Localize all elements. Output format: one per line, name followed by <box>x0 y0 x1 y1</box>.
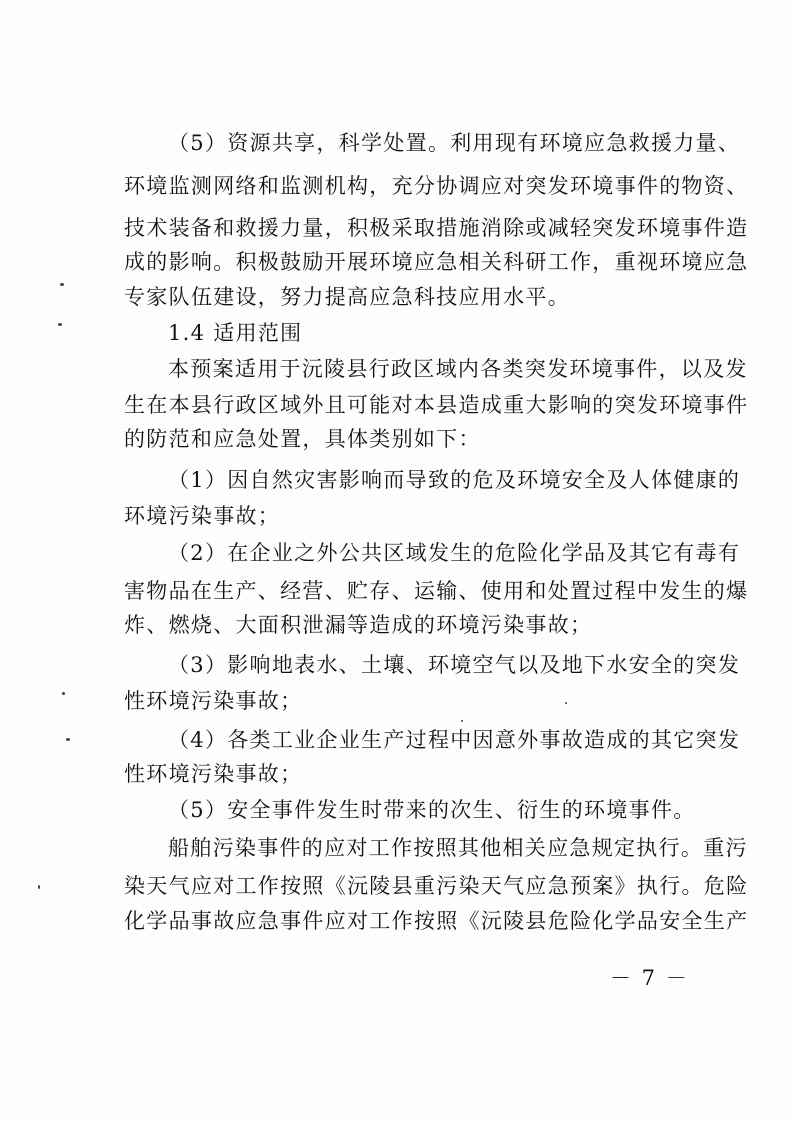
body-text-line: 炸、燃烧、大面积泄漏等造成的环境污染事故； <box>124 613 593 637</box>
body-text-line: 化学品事故应急事件应对工作按照《沅陵县危险化学品安全生产 <box>124 909 749 933</box>
body-text-line: （2）在企业之外公共区域发生的危险化学品及其它有毒有 <box>168 541 741 565</box>
page-number: － 7 － <box>610 966 689 990</box>
body-text-line: 环境污染事故； <box>124 504 281 528</box>
body-text-line: 害物品在生产、经营、贮存、运输、使用和处置过程中发生的爆 <box>124 579 749 603</box>
body-text-line: 染天气应对工作按照《沅陵县重污染天气应急预案》执行。危险 <box>124 874 749 898</box>
body-text-line: 技术装备和救援力量，积极采取措施消除或减轻突发环境事件造 <box>124 216 749 240</box>
body-text-line: 环境监测网络和监测机构，充分协调应对突发环境事件的物资、 <box>124 174 749 198</box>
scan-speck <box>58 323 62 326</box>
body-text-line: 本预案适用于沅陵县行政区域内各类突发环境事件，以及发 <box>168 357 748 381</box>
section-heading: 1.4 适用范围 <box>168 321 303 345</box>
body-text-line: 性环境污染事故； <box>124 762 303 786</box>
scan-speck <box>461 720 463 722</box>
scan-speck <box>60 283 64 286</box>
scan-speck <box>38 885 40 889</box>
body-text-line: 生在本县行政区域外且可能对本县造成重大影响的突发环境事件 <box>124 393 749 417</box>
scan-speck <box>62 692 65 695</box>
body-text-line: （4）各类工业企业生产过程中因意外事故造成的其它突发 <box>168 728 741 752</box>
scan-speck <box>66 738 70 741</box>
body-text-line: （5）资源共享，科学处置。利用现有环境应急救援力量、 <box>168 131 741 155</box>
body-text-line: 性环境污染事故； <box>124 689 303 713</box>
scan-speck <box>565 702 567 704</box>
body-text-line: （3）影响地表水、土壤、环境空气以及地下水安全的突发 <box>168 653 741 677</box>
body-text-line: 成的影响。积极鼓励开展环境应急相关科研工作，重视环境应急 <box>124 250 749 274</box>
body-text-line: 船舶污染事件的应对工作按照其他相关应急规定执行。重污 <box>168 836 748 860</box>
body-text-line: 的防范和应急处置，具体类别如下： <box>124 427 481 451</box>
body-text-line: 专家队伍建设，努力提高应急科技应用水平。 <box>124 285 570 309</box>
body-text-line: （1）因自然灾害影响而导致的危及环境安全及人体健康的 <box>168 468 741 492</box>
body-text-line: （5）安全事件发生时带来的次生、衍生的环境事件。 <box>168 798 696 822</box>
